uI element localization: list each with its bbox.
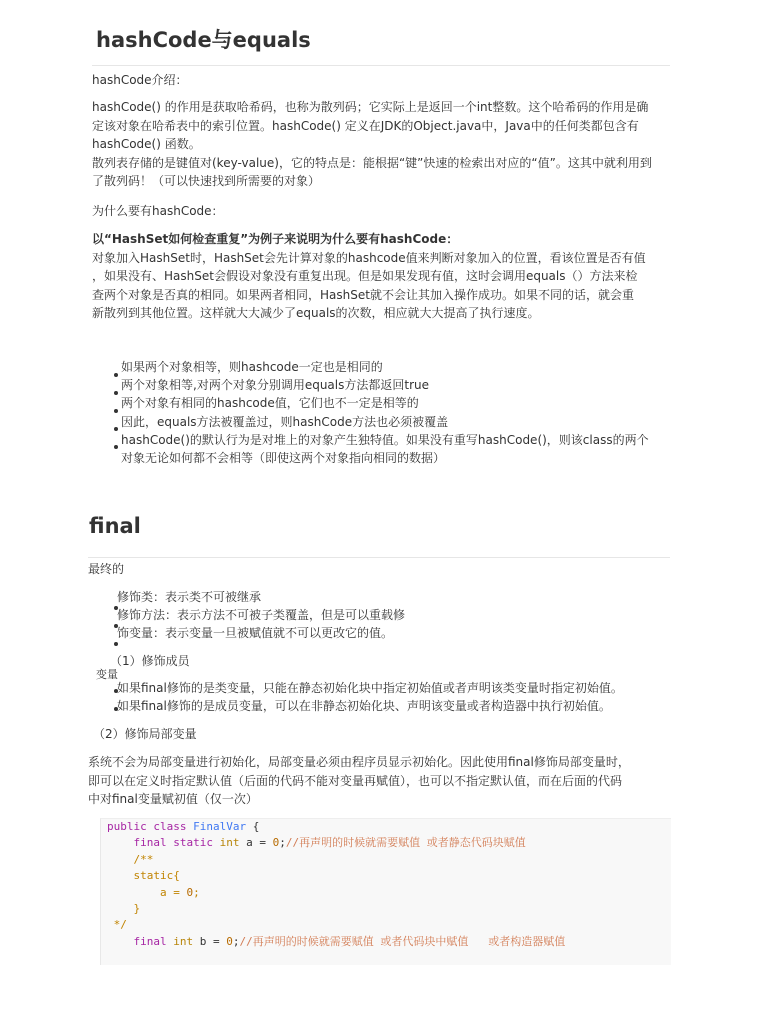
intro-line: 散列表存储的是键值对(key-value)，它的特点是：能根据“键”快速的检索出对应的“值”。这其中就利用到 xyxy=(92,155,652,170)
why-line: 对象加入HashSet时，HashSet会先计算对象的hashcode值来判断对象加入的位置，看该位置是否有值 xyxy=(92,250,646,265)
why-paragraph xyxy=(92,230,682,323)
section-title-hashcode: hashCode与equals xyxy=(96,28,311,52)
member-variable-label-tail: 变量 xyxy=(96,668,118,681)
code-text-seg: a = xyxy=(239,836,273,850)
section-title-final: final xyxy=(89,514,141,538)
code-keyword: public class xyxy=(107,820,187,833)
final-divider xyxy=(88,557,670,558)
intro-line: 了散列码！（可以快速找到所需要的对象） xyxy=(92,174,321,188)
member-variable-label: （1）修饰成员 xyxy=(110,654,190,668)
list-item: 对象无论如何都不会相等（即使这两个对象指向相同的数据） xyxy=(121,451,446,466)
list-item: 修饰方法：表示方法不可被子类覆盖，但是可以重载修 xyxy=(117,608,406,623)
list-item: 如果两个对象相等，则hashcode一定也是相同的 xyxy=(121,360,383,374)
code-block xyxy=(100,818,671,965)
code-punct: { xyxy=(246,820,260,833)
local-line: 系统不会为局部变量进行初始化，局部变量必须由程序员显示初始化。因此使用final修饰局部变量时， xyxy=(88,755,630,769)
why-line: ，如果没有、HashSet会假设对象没有重复出现。但是如果发现有值，这时会调用equals（）方法来检 xyxy=(92,269,638,283)
intro-line: hashCode() 的作用是获取哈希码，也称为散列码；它实际上是返回一个int整数。这个哈希码的作用是确 xyxy=(92,100,649,114)
final-subtitle: 最终的 xyxy=(88,562,125,576)
code-class-name: FinalVar xyxy=(193,820,247,833)
code-number: 0 xyxy=(226,934,233,948)
list-item: 修饰类：表示类不可被继承 xyxy=(117,590,262,604)
code-comment: } xyxy=(133,902,141,916)
code-keyword: final xyxy=(133,934,167,948)
code-keyword: final static xyxy=(133,836,213,850)
why-bold-line: 以“HashSet如何检查重复”为例子来说明为什么要有hashCode： xyxy=(92,232,459,246)
list-item: hashCode()的默认行为是对堆上的对象产生独特值。如果没有重写hashCode()，则该class的两个 xyxy=(121,432,649,447)
code-text-seg: b = xyxy=(193,934,227,948)
list-item: 两个对象相等,对两个对象分别调用equals方法都返回true xyxy=(121,378,429,393)
why-line: 新散列到其他位置。这样就大大减少了equals的次数，相应就大大提高了执行速度。 xyxy=(92,306,540,320)
code-comment: */ xyxy=(113,918,127,932)
bullet-dot xyxy=(114,427,118,431)
local-variable-label: （2）修饰局部变量 xyxy=(93,727,197,741)
code-type: int xyxy=(173,934,194,948)
list-item: 如果final修饰的是类变量，只能在静态初始化块中指定初始值或者声明该类变量时指定初始值。 xyxy=(117,681,623,695)
list-item: 两个对象有相同的hashcode值，它们也不一定是相等的 xyxy=(121,396,419,411)
member-bullet-list xyxy=(117,679,677,715)
why-line: 查两个对象是否真的相同。如果两者相同，HashSet就不会让其加入操作成功。如果不同的话，就会重 xyxy=(92,287,634,302)
local-line: 中对final变量赋初值（仅一次） xyxy=(88,792,258,806)
bullet-dot xyxy=(114,409,118,413)
local-variable-paragraph xyxy=(88,753,678,809)
code-number: 0 xyxy=(272,836,280,850)
final-bullet-list xyxy=(117,588,677,643)
intro-line: 定该对象在哈希表中的索引位置。hashCode() 定义在JDK的Object.java中，Java中的任何类都包含有 xyxy=(92,118,639,133)
code-comment: /** xyxy=(133,852,154,866)
title-divider xyxy=(92,65,670,66)
intro-line: hashCode() 函数。 xyxy=(92,137,201,151)
list-item: 因此，equals方法被覆盖过，则hashCode方法也必须被覆盖 xyxy=(121,414,449,429)
code-comment: //再声明的时候就需要赋值 或者静态代码块赋值 xyxy=(285,836,526,850)
list-item: 饰变量：表示变量一旦被赋值就不可以更改它的值。 xyxy=(117,626,394,641)
why-heading: 为什么要有hashCode： xyxy=(92,204,224,218)
intro-heading: hashCode介绍： xyxy=(92,73,188,87)
code-punct: ; xyxy=(232,934,240,948)
code-punct: ; xyxy=(279,836,286,850)
bullet-dot xyxy=(114,373,118,377)
code-text xyxy=(107,819,565,950)
bullet-dot xyxy=(114,391,118,395)
code-comment: a = xyxy=(159,885,187,899)
code-number: 0 xyxy=(186,885,194,899)
code-comment: static{ xyxy=(133,869,180,883)
local-line: 即可以在定义时指定默认值（后面的代码不能对变量再赋值），也可以不指定默认值，而在后面的代码 xyxy=(88,773,623,788)
code-comment: ; xyxy=(193,885,200,899)
code-comment: //再声明的时候就需要赋值 或者代码块中赋值 或者构造器赋值 xyxy=(239,934,566,948)
list-item: 如果final修饰的是成员变量，可以在非静态初始化块、声明该变量或者构造器中执行初始值。 xyxy=(117,699,611,714)
code-type: int xyxy=(219,836,240,850)
hashcode-bullet-list xyxy=(121,358,681,467)
bullet-dot xyxy=(114,445,118,449)
intro-paragraph xyxy=(92,98,682,191)
